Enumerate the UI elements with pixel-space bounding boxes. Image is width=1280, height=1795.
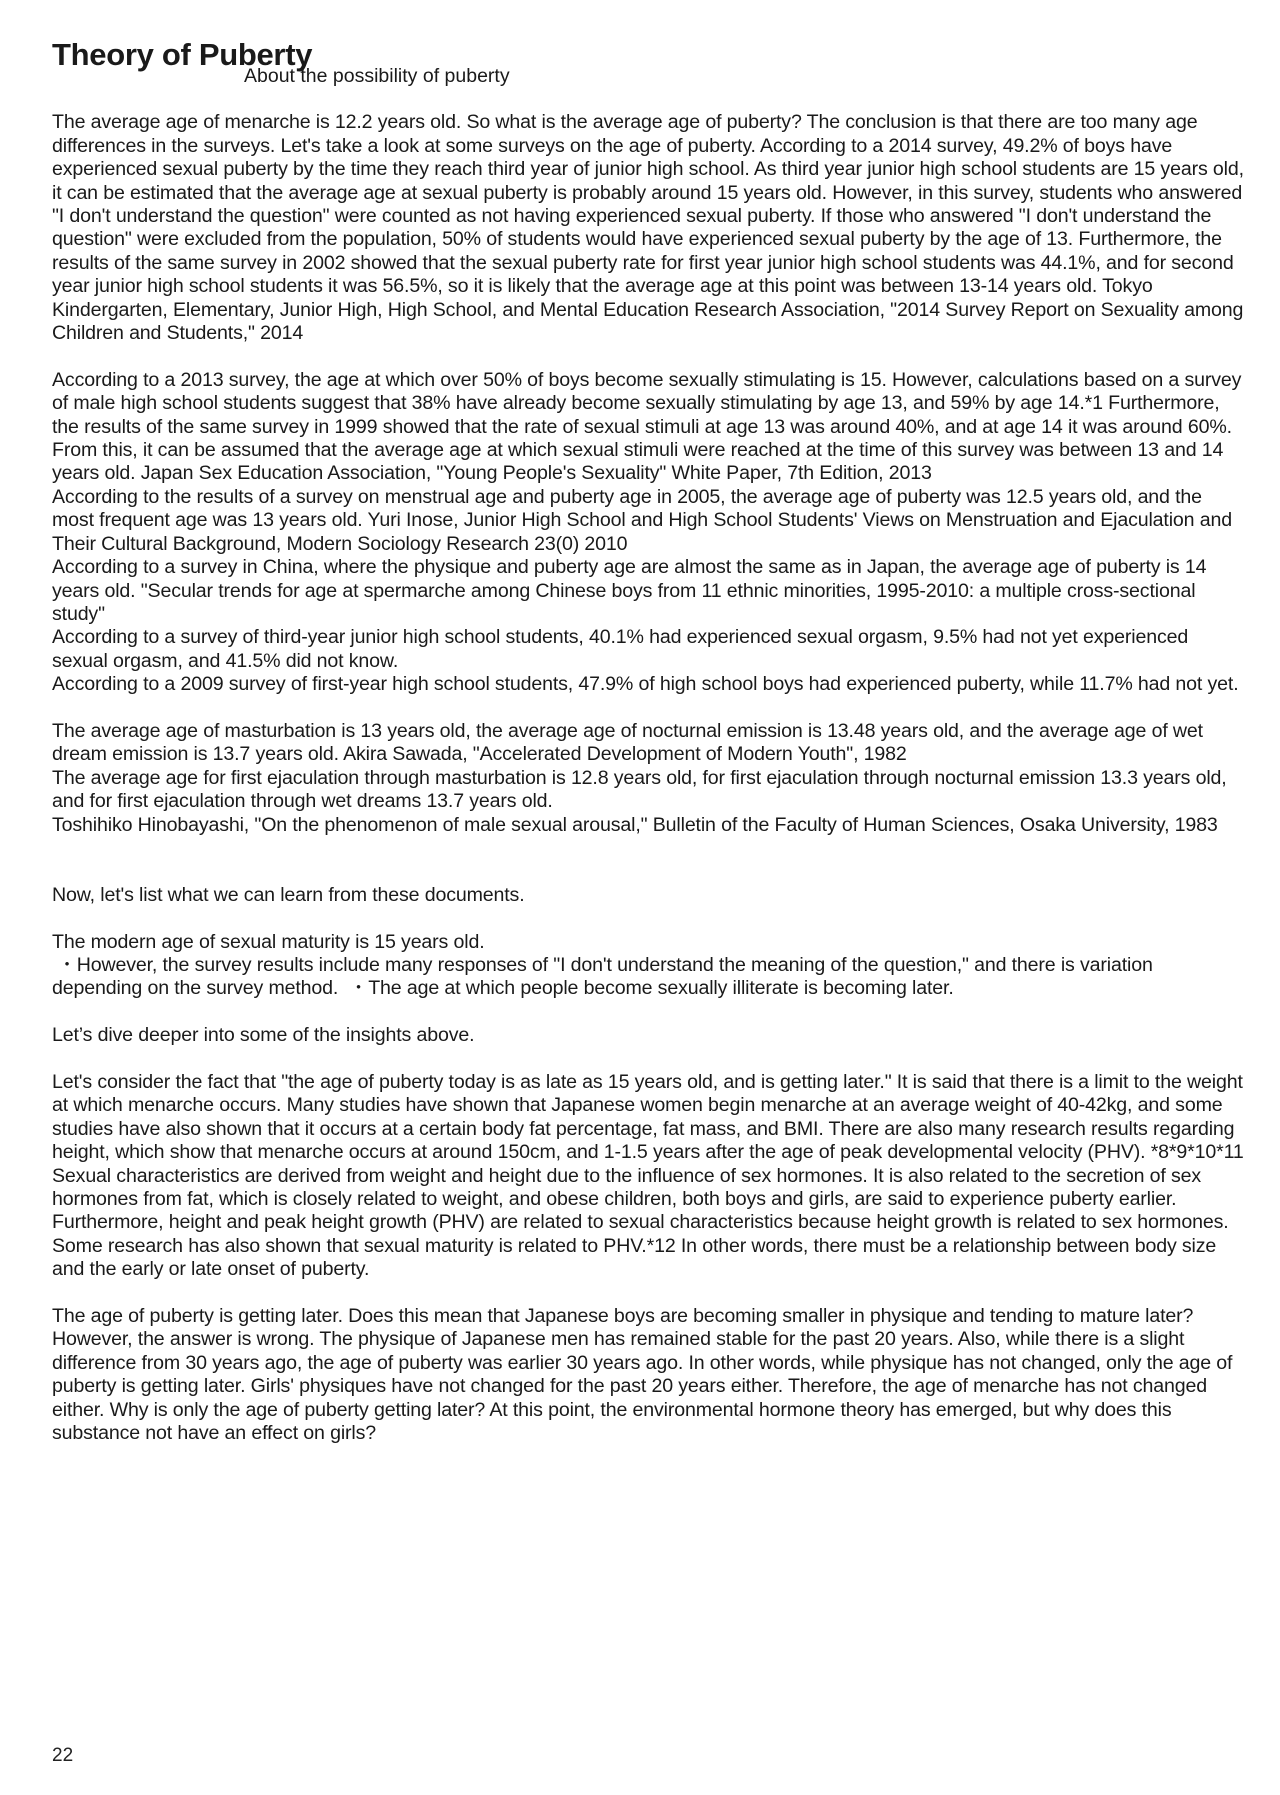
document-page bbox=[52, 37, 1250, 1445]
paragraph-2009-survey: According to a 2009 survey of first-year high school students, 47.9% of high school boys had experienced puberty, while 11.7% had not yet. bbox=[52, 673, 1239, 696]
paragraph-menarche-average: The average age of menarche is 12.2 years old. So what is the average age of puberty? The conclusion is that there are too many age differences in the surveys. Let's take a look at some surveys on the age of puberty. According to a 2014 survey, 49.2% of boys have experienced sexual puberty by the time they reach third year of junior high school. As third year junior high school students are 15 years old, it can be estimated that the average age at sexual puberty is probably around 15 years old. However, in this survey, students who answered "I don't understand the question" were counted as not having experienced sexual puberty. If those who answered "I don't understand the question" were excluded from the population, 50% of students would have experienced sexual puberty by the age of 13. Furthermore, the results of the same survey in 2002 showed that the sexual puberty rate for first year junior high school students was 44.1%, and for second year junior high school students it was 56.5%, so it is likely that the average age at this point was between 13-14 years old. Tokyo Kindergarten, Elementary, Junior High, High School, and Mental Education Research Association, "2014 Survey Report on Sexuality among Children and Students," 2014 bbox=[52, 111, 1250, 345]
paragraph-china-survey: According to a survey in China, where the physique and puberty age are almost the same as in Japan, the average age of puberty is 14 years old. "Secular trends for age at spermarche among Chinese boys from 11 ethnic minorities, 1995-2010: a multiple cross-sectional study" bbox=[52, 556, 1212, 625]
paragraph-list-intro: Now, let's list what we can learn from these documents. bbox=[52, 883, 525, 906]
paragraph-puberty-later: The age of puberty is getting later. Does this mean that Japanese boys are becoming smaller in physique and tending to mature later? However, the answer is wrong. The physique of Japanese men has remained stable for the past 20 years. Also, while there is a slight difference from 30 years ago, the age of puberty was earlier 30 years ago. In other words, while physique has not changed, only the age of puberty is getting later. Girls' physiques have not changed for the past 20 years either. Therefore, the age of menarche has not changed either. Why is only the age of puberty getting later? At this point, the environmental hormone theory has emerged, but why does this substance not have an effect on girls? bbox=[52, 1305, 1238, 1445]
paragraph-2013-survey: According to a 2013 survey, the age at which over 50% of boys become sexually stimulating is 15. However, calculations based on a survey of male high school students suggest that 38% have already become sexually stimulating by age 13, and 59% by age 14.*1 Furthermore, the results of the same survey in 1999 showed that the rate of sexual stimuli at age 13 was around 40%, and at age 14 it was around 60%. From this, it can be assumed that the average age at which sexual stimuli were reached at the time of this survey was between 13 and 14 years old. Japan Sex Education Association, "Young People's Sexuality" White Paper, 7th Edition, 2013 bbox=[52, 368, 1247, 485]
page-title: Theory of Puberty bbox=[52, 37, 313, 72]
paragraph-bullets: ・However, the survey results include many responses of "I don't understand the meaning of the question," and there is variation depending on the survey method. ・The age at which people become sexually illiterate is becoming later. bbox=[52, 953, 1158, 1000]
paragraph-third-year-survey: According to a survey of third-year junior high school students, 40.1% had experienced sexual orgasm, 9.5% had not yet experienced sexual orgasm, and 41.5% did not know. bbox=[52, 626, 1194, 672]
spacer bbox=[52, 697, 1247, 720]
paragraph-weight-height: Let's consider the fact that "the age of puberty today is as late as 15 years old, and is getting later." It is said that there is a limit to the weight at which menarche occurs. Many studies have shown that Japanese women begin menarche at an average weight of 40-42kg, and some studies have also shown that it occurs at a certain body fat percentage, fat mass, and BMI. There are also many research results regarding height, which show that menarche occurs at around 150cm, and 1-1.5 years after the age of peak developmental velocity (PHV). *8*9*10*11 bbox=[52, 1070, 1249, 1164]
paragraph-dive-deeper: Let’s dive deeper into some of the insights above. bbox=[52, 1024, 475, 1047]
spacer bbox=[52, 907, 1247, 930]
spacer bbox=[52, 88, 1247, 111]
spacer bbox=[52, 345, 1247, 368]
paragraph-sawada-1982: The average age of masturbation is 13 years old, the average age of nocturnal emission is 13.48 years old, and the average age of wet dream emission is 13.7 years old. Akira Sawada, "Accelerated Development of Modern Youth", 1982 bbox=[52, 719, 1209, 766]
paragraph-hinobayashi-citation: Toshihiko Hinobayashi, "On the phenomenon of male sexual arousal," Bulletin of the Faculty of Human Sciences, Osaka University, 1983 bbox=[52, 813, 1218, 836]
spacer bbox=[52, 1048, 1247, 1071]
page-number: 22 bbox=[52, 1745, 74, 1766]
spacer bbox=[52, 1001, 1247, 1024]
paragraph-first-ejaculation: The average age for first ejaculation through masturbation is 12.8 years old, for first ejaculation through nocturnal emission 13.3 years old, and for first ejaculation through wet dreams 13.7 years old. bbox=[52, 766, 1232, 813]
paragraph-2005-survey: According to the results of a survey on menstrual age and puberty age in 2005, the average age of puberty was 12.5 years old, and the most frequent age was 13 years old. Yuri Inose, Junior High School and High School Students' Views on Menstruation and Ejaculation and Their Cultural Background, Modern Sociology Research 23(0) 2010 bbox=[52, 485, 1237, 555]
spacer bbox=[52, 837, 1247, 884]
spacer bbox=[52, 1282, 1247, 1305]
paragraph-maturity-age: The modern age of sexual maturity is 15 years old. bbox=[52, 930, 485, 953]
page-subtitle: About the possibility of puberty bbox=[244, 65, 510, 87]
paragraph-sex-hormones: Sexual characteristics are derived from weight and height due to the influence of sex hormones. It is also related to the secretion of sex hormones from fat, which is closely related to weight, and obese children, both boys and girls, are said to experience puberty earlier. Furthermore, height and peak height growth (PHV) are related to sexual characteristics because height growth is related to sex hormones. Some research has also shown that sexual maturity is related to PHV.*12 In other words, there must be a relationship between body size and the early or late onset of puberty. bbox=[52, 1164, 1234, 1281]
